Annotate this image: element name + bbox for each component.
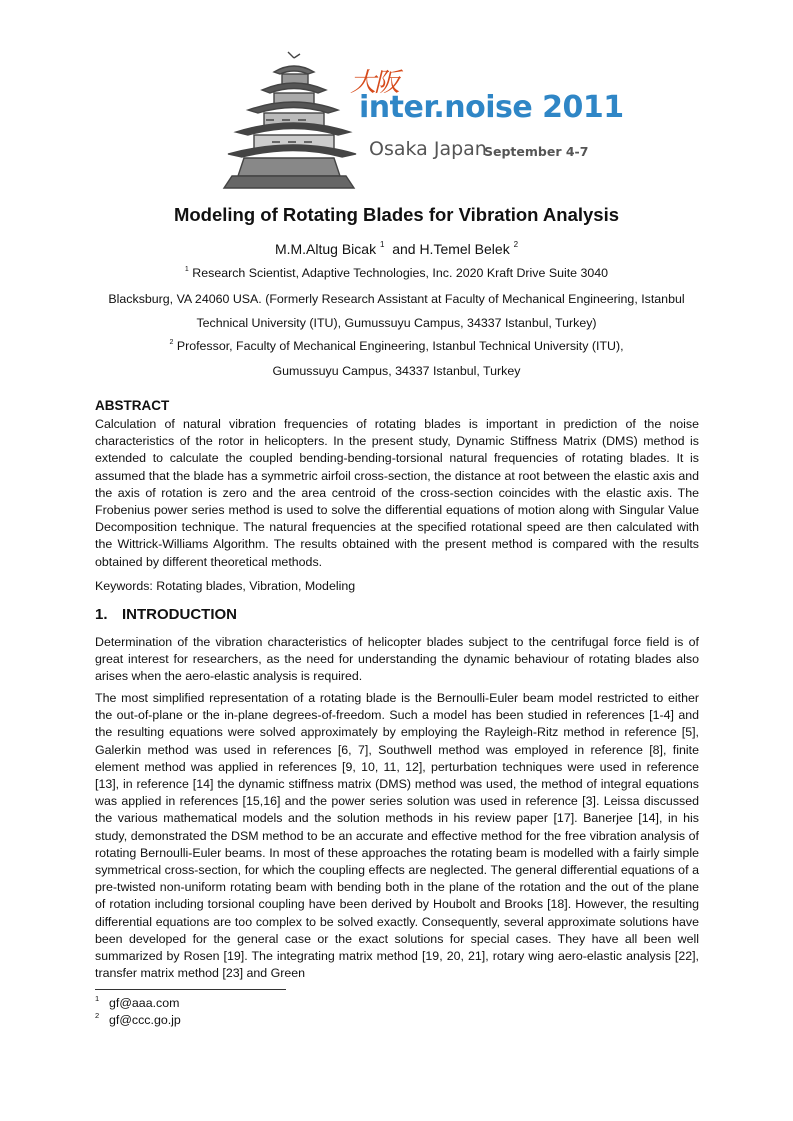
- author-line: [0, 240, 793, 257]
- affiliation-mark: 1: [184, 266, 189, 273]
- section-number: 1.: [95, 606, 108, 623]
- author-name: M.M.Altug Bicak: [274, 241, 377, 257]
- affiliation-line: [0, 292, 793, 306]
- affiliation-line: [0, 339, 793, 353]
- abstract-text: Calculation of natural vibration frequencies of rotating blades is important in prediction of the noise characteristics of the rotor in helicopters. In the present study, Dynamic Stiffness Matrix (DMS) method is extended to calculate the coupled bending-bending-torsional natural frequencies of rotating blades. It is assumed that the blade has a symmetric airfoil cross-section, the distance at root between the elastic axis and the axis of rotation is zero and the area centroid of the cross-section coincides with the elastic axis. The Frobenius power series method is used to solve the differential equations of motion along with Singular Value Decomposition technique. The natural frequencies at the specified rotational speed are then calculated with the Wittrick-Williams Algorithm. The results obtained with the present method is compared with the results obtained by different theoretical methods.: [95, 417, 699, 569]
- footnote-email: gf@aaa.com: [109, 996, 180, 1010]
- affiliation-line: [0, 266, 793, 280]
- section-title: INTRODUCTION: [122, 606, 237, 623]
- footnote: [95, 1011, 181, 1027]
- affiliation-text: Gumussuyu Campus, 34337 Istanbul, Turkey: [272, 364, 521, 378]
- intro-paragraph: Determination of the vibration characteristics of helicopter blades subject to the centrifugal force field is of great interest for researchers, as the need for understanding the dynamic behaviour of rotating blades also arises when the aero-elastic analysis is required.: [95, 635, 699, 684]
- affiliation-line: [0, 364, 793, 378]
- author-name: and H.Temel Belek: [392, 241, 510, 257]
- logo-title: inter.noise 2011: [359, 90, 624, 125]
- footnote: [95, 994, 179, 1010]
- footnote-email: gf@ccc.go.jp: [109, 1013, 181, 1027]
- keywords: Keywords: Rotating blades, Vibration, Modeling: [95, 579, 356, 593]
- footnote-mark: 1: [95, 994, 100, 1003]
- osaka-castle-drawing: [222, 50, 357, 190]
- footnote-mark: 2: [95, 1011, 100, 1020]
- logo-city: Osaka Japan: [369, 138, 487, 160]
- conference-logo: [222, 50, 624, 190]
- section-heading: [95, 606, 237, 623]
- affiliation-text: Professor, Faculty of Mechanical Engineering, Istanbul Technical University (ITU),: [176, 339, 624, 353]
- logo-date: September 4-7: [484, 144, 589, 159]
- footnote-rule: [95, 989, 286, 990]
- intro-paragraph: The most simplified representation of a rotating blade is the Bernoulli-Euler beam model restricted to either the out-of-plane or the in-plane degrees-of-freedom. Such a model has been studied in references [1-4] and the resulting equations were solved approximately by employing the Rayleigh-Ritz method in reference [5], Galerkin method was used in references [6, 7], Southwell method was employed in reference [8], finite element method was applied in references [9, 10, 11, 12], perturbation techniques were used in reference [13], in reference [14] the dynamic stiffness matrix (DMS) method was used, the method of integral equations was applied in references [15,16] and the power series solution was used in reference [3]. Leissa discussed the various mathematical models and the solution methods in his review paper [17]. Banerjee [14], in his study, demonstrated the DSM method to be an accurate and effective method for the free vibration analysis of rotating Bernoulli-Euler beams. In most of these approaches the rotating beam is modelled with a fairly simple symmetrical cross-section, for which the coupling effects are neglected. The general differential equations of a pre-twisted non-uniform rotating beam with bending both in the plane of the rotation and the out of the plane of rotation including torsional coupling have been derived by Houbolt and Brooks [18]. However, the resulting differential equations are too complex to be solved exactly. Consequently, several approximate solutions have been developed for the general case or the exact solutions for special cases. They have all been well summarized by Rosen [19]. The integrating matrix method [19, 20, 21], rotary wing aero-elastic analysis [22], transfer matrix method [23] and Green: [95, 691, 699, 981]
- logo-kanji: 大阪: [350, 68, 399, 98]
- affiliation-mark: 2: [169, 339, 174, 346]
- affiliation-line: [0, 316, 793, 330]
- author-mark: 1: [379, 240, 385, 249]
- paper-title: Modeling of Rotating Blades for Vibration Analysis: [173, 204, 620, 225]
- affiliation-text: Technical University (ITU), Gumussuyu Campus, 34337 Istanbul, Turkey): [196, 316, 597, 330]
- affiliation-text: Research Scientist, Adaptive Technologies, Inc. 2020 Kraft Drive Suite 3040: [192, 266, 609, 280]
- author-mark: 2: [513, 240, 519, 249]
- abstract-heading: ABSTRACT: [95, 398, 170, 413]
- affiliation-text: Blacksburg, VA 24060 USA. (Formerly Research Assistant at Faculty of Mechanical Engineering, Istanbul: [108, 292, 685, 306]
